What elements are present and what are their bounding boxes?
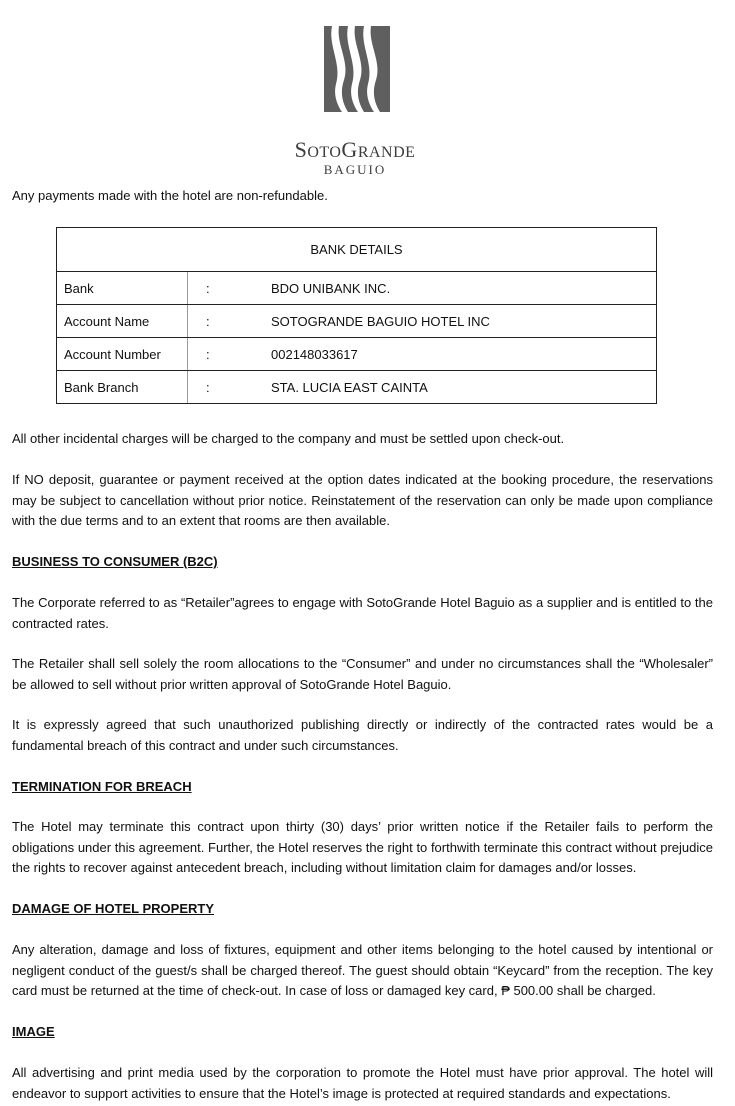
- account-name-value: SOTOGRANDE BAGUIO HOTEL INC: [253, 305, 657, 338]
- bank-details-table: [56, 227, 657, 404]
- damage-heading: DAMAGE OF HOTEL PROPERTY: [12, 901, 214, 916]
- incidental-charges-paragraph: All other incidental charges will be charged to the company and must be settled upon check-out.: [12, 431, 565, 446]
- bank-label: Bank: [57, 272, 188, 305]
- b2c-paragraph-3: It is expressly agreed that such unauthorized publishing directly or indirectly of the contracted rates would be a fundamental breach of this contract and under such circumstances.: [12, 717, 713, 753]
- logo-subtitle: BAGUIO: [323, 162, 387, 177]
- separator: :: [188, 338, 254, 371]
- image-paragraph: All advertising and print media used by the corporation to promote the Hotel must have prior approval. The hotel will endeavor to support activities to ensure that the Hotel’s image is protected at required standards and expectations.: [12, 1065, 713, 1101]
- bank-details-title: BANK DETAILS: [57, 228, 657, 272]
- b2c-paragraph-1: The Corporate referred to as “Retailer”agrees to engage with SotoGrande Hotel Baguio as a supplier and is entitled to the contracted rates.: [12, 595, 713, 631]
- table-row: [57, 338, 657, 371]
- damage-paragraph: Any alteration, damage and loss of fixtures, equipment and other items belonging to the hotel caused by intentional or negligent conduct of the guest/s shall be charged thereof. The guest should obtain “Keycard” from the reception. The key card must be returned at the time of check-out. In case of loss or damaged key card, ₱ 500.00 shall be charged.: [12, 942, 713, 998]
- bank-value: BDO UNIBANK INC.: [253, 272, 657, 305]
- table-row: [57, 371, 657, 404]
- separator: :: [188, 272, 254, 305]
- account-number-label: Account Number: [57, 338, 188, 371]
- separator: :: [188, 371, 254, 404]
- table-row: [57, 305, 657, 338]
- logo-waves-icon: [324, 26, 390, 112]
- b2c-paragraph-2: The Retailer shall sell solely the room allocations to the “Consumer” and under no circumstances shall the “Wholesaler” be allowed to sell without prior written approval of SotoGrande Hotel Baguio.: [12, 656, 713, 692]
- account-number-value: 002148033617: [253, 338, 657, 371]
- sotogrande-logo: [270, 24, 440, 177]
- non-refundable-notice: Any payments made with the hotel are non-refundable.: [12, 188, 328, 203]
- bank-branch-label: Bank Branch: [57, 371, 188, 404]
- logo-wordmark: SOTOGRANDE: [294, 137, 416, 162]
- separator: :: [188, 305, 254, 338]
- no-deposit-paragraph: If NO deposit, guarantee or payment received at the option dates indicated at the booking procedure, the reservations may be subject to cancellation without prior notice. Reinstatement of the reservation can only be made upon compliance with the due terms and to an extent that rooms are then available.: [12, 472, 713, 528]
- b2c-heading: BUSINESS TO CONSUMER (B2C): [12, 554, 218, 569]
- termination-heading: TERMINATION FOR BREACH: [12, 779, 192, 794]
- table-row: [57, 272, 657, 305]
- account-name-label: Account Name: [57, 305, 188, 338]
- bank-details-title-row: [57, 228, 657, 272]
- termination-paragraph: The Hotel may terminate this contract upon thirty (30) days’ prior written notice if the Retailer fails to perform the obligations under this agreement. Further, the Hotel reserves the right to forthwith terminate this contract without prejudice the rights to recover against antecedent breach, including without limitation claim for damages and/or losses.: [12, 819, 713, 875]
- bank-branch-value: STA. LUCIA EAST CAINTA: [253, 371, 657, 404]
- image-heading: IMAGE: [12, 1024, 55, 1039]
